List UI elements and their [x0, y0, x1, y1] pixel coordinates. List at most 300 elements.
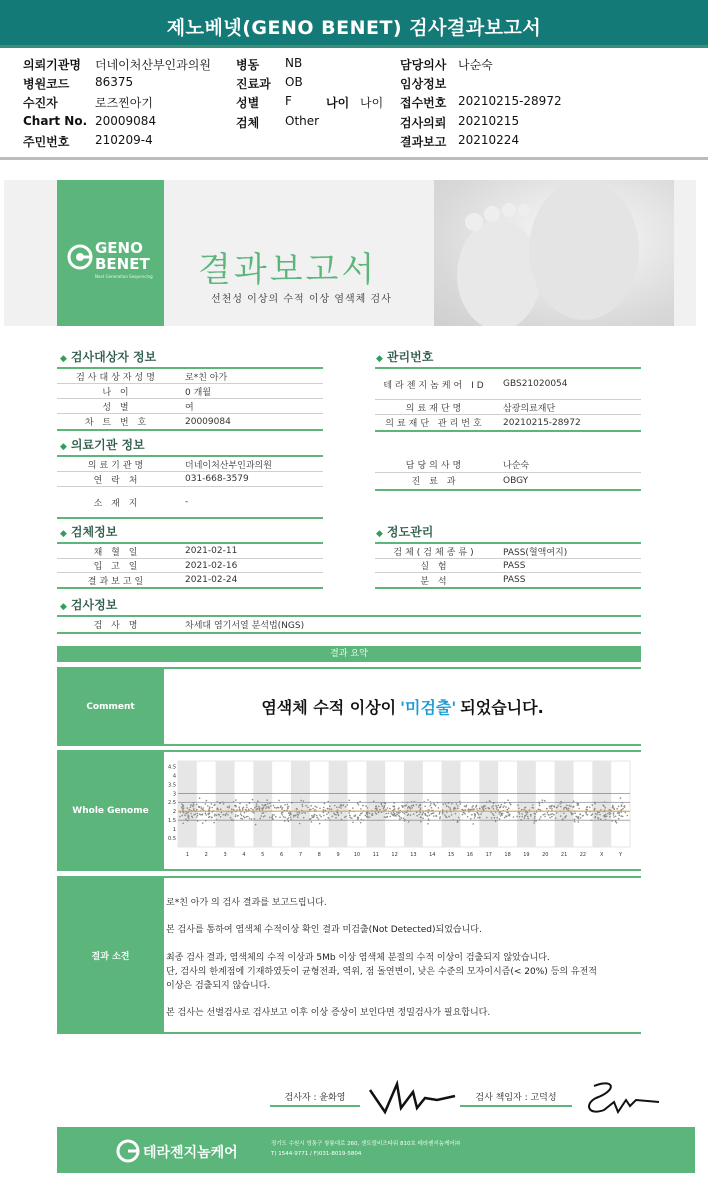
data-point	[327, 808, 329, 810]
data-point	[258, 806, 260, 808]
data-point	[493, 808, 495, 810]
institution-table	[57, 455, 323, 519]
table-key: 소 재 지	[93, 498, 141, 509]
data-point	[469, 809, 471, 811]
data-point	[460, 803, 462, 805]
data-point	[334, 805, 336, 807]
data-point	[476, 808, 478, 810]
chromosome-band	[291, 761, 310, 847]
data-point	[540, 816, 542, 818]
data-point	[570, 806, 572, 808]
data-point	[618, 818, 620, 820]
data-point	[458, 817, 460, 819]
data-point	[329, 805, 331, 807]
data-point	[200, 814, 202, 816]
table-key: 검체(검체종류)	[393, 547, 477, 558]
data-point	[597, 817, 599, 819]
data-point	[211, 803, 213, 805]
y-tick-label: 2.5	[168, 800, 176, 807]
data-point	[348, 800, 350, 802]
data-point	[525, 815, 527, 817]
data-point	[402, 806, 404, 808]
x-tick-label: 18	[504, 852, 511, 858]
data-point	[263, 816, 265, 818]
header-value: 20210215-28972	[458, 94, 562, 108]
data-point	[527, 816, 529, 818]
data-point	[287, 804, 289, 806]
data-point	[284, 817, 286, 819]
data-point	[489, 800, 491, 802]
data-point	[357, 819, 359, 821]
table-value: 20009084	[185, 416, 231, 427]
data-point	[202, 813, 204, 815]
data-point	[555, 817, 557, 819]
data-point	[414, 801, 416, 803]
data-point	[191, 805, 193, 807]
data-point	[211, 807, 213, 809]
header-label: 의뢰기관명	[23, 58, 81, 72]
data-point	[491, 806, 493, 808]
table-value: PASS	[503, 575, 526, 585]
x-tick-label: Y	[619, 852, 623, 858]
data-point	[319, 823, 321, 825]
data-point	[429, 805, 431, 807]
opinion-line: 단, 검사의 한계점에 기재하였듯이 균형전좌, 역위, 점 돌연변이, 낮은 수준의 모자이시즘(< 20%) 등의 유전적	[166, 967, 597, 977]
diamond-icon: ◆	[376, 529, 383, 539]
header-value: 로즈찐아기	[95, 96, 153, 110]
data-point	[223, 814, 225, 816]
data-point	[499, 818, 501, 820]
data-point	[197, 815, 199, 817]
table-key: 테라젠지놈케어 ID	[383, 380, 487, 391]
data-point	[439, 812, 441, 814]
data-point	[501, 814, 503, 816]
data-point	[270, 805, 272, 807]
data-point	[221, 812, 223, 814]
data-point	[273, 805, 275, 807]
data-point	[385, 809, 387, 811]
data-point	[373, 801, 375, 803]
data-point	[246, 804, 248, 806]
data-point	[433, 815, 435, 817]
data-point	[427, 815, 429, 817]
data-point	[261, 804, 263, 806]
data-point	[254, 818, 256, 820]
data-point	[239, 808, 241, 810]
data-point	[505, 815, 507, 817]
data-point	[424, 813, 426, 815]
data-point	[196, 809, 198, 811]
data-point	[196, 804, 198, 806]
section-title-subject	[60, 348, 156, 365]
x-tick-label: 6	[279, 852, 284, 858]
data-point	[518, 808, 520, 810]
data-point	[569, 805, 571, 807]
data-point	[410, 814, 412, 816]
data-point	[383, 807, 385, 809]
tester-name: 검사자 : 윤화영	[270, 1090, 360, 1107]
data-point	[620, 797, 622, 799]
data-point	[257, 800, 259, 802]
chromosome-band	[216, 761, 235, 847]
data-point	[338, 815, 340, 817]
data-point	[305, 812, 307, 814]
data-point	[253, 812, 255, 814]
data-point	[408, 814, 410, 816]
data-point	[625, 812, 627, 814]
data-point	[476, 806, 478, 808]
data-point	[455, 813, 457, 815]
data-point	[398, 813, 400, 815]
opinion-line: 본 검사는 선별검사로 검사보고 이후 이상 증상이 보인다면 정밀검사가 필요합니다.	[166, 1008, 491, 1018]
data-point	[416, 804, 418, 806]
x-tick-label: 16	[466, 852, 474, 858]
data-point	[433, 803, 435, 805]
data-point	[424, 806, 426, 808]
data-point	[418, 806, 420, 808]
section-title-institution	[60, 436, 145, 453]
data-point	[546, 808, 548, 810]
data-point	[407, 807, 409, 809]
data-point	[326, 813, 328, 815]
data-point	[298, 814, 300, 816]
section-title-text: 정도관리	[386, 525, 434, 539]
data-point	[357, 817, 359, 819]
data-point	[627, 815, 629, 817]
data-point	[279, 817, 281, 819]
data-point	[249, 802, 251, 804]
data-point	[223, 803, 225, 805]
data-point	[209, 813, 211, 815]
data-point	[461, 809, 463, 811]
data-point	[394, 806, 396, 808]
data-point	[591, 814, 593, 816]
data-point	[443, 803, 445, 805]
y-tick-label: 0.5	[168, 836, 176, 843]
header-divider	[0, 157, 708, 160]
opinion-label: 결과 소견	[57, 878, 164, 1032]
data-point	[291, 802, 293, 804]
data-point	[559, 803, 561, 805]
data-point	[481, 806, 483, 808]
data-point	[612, 805, 614, 807]
table-key: 검 사 명	[93, 621, 141, 631]
data-point	[492, 813, 494, 815]
data-point	[519, 816, 521, 818]
data-point	[427, 812, 429, 814]
data-point	[429, 815, 431, 817]
data-point	[302, 806, 304, 808]
data-point	[341, 812, 343, 814]
data-point	[351, 817, 353, 819]
data-point	[416, 815, 418, 817]
data-point	[307, 807, 309, 809]
data-point	[345, 816, 347, 818]
data-point	[329, 819, 331, 821]
data-point	[219, 814, 221, 816]
section-title-text: 의료기관 정보	[70, 438, 145, 452]
data-point	[186, 813, 188, 815]
data-point	[249, 818, 251, 820]
data-point	[509, 813, 511, 815]
table-value: 삼광의료재단	[503, 403, 556, 414]
data-point	[359, 801, 361, 803]
data-point	[564, 817, 566, 819]
data-point	[422, 818, 424, 820]
data-point	[491, 817, 493, 819]
table-value: PASS	[503, 560, 526, 571]
data-point	[448, 802, 450, 804]
data-point	[439, 813, 441, 815]
data-point	[477, 817, 479, 819]
table-value: 나순숙	[503, 460, 530, 471]
header-value: OB	[285, 75, 303, 89]
data-point	[316, 817, 318, 819]
data-point	[340, 804, 342, 806]
data-point	[187, 812, 189, 814]
data-point	[336, 807, 338, 809]
data-point	[235, 816, 237, 818]
supervisor-signature	[574, 1076, 664, 1120]
data-point	[367, 807, 369, 809]
data-point	[230, 817, 232, 819]
footer	[57, 1127, 695, 1173]
data-point	[387, 807, 389, 809]
data-point	[378, 812, 380, 814]
x-tick-label: 5	[261, 852, 265, 858]
data-point	[242, 818, 244, 820]
header-label: Chart No.	[23, 114, 88, 128]
table-key: 의료기관명	[87, 460, 147, 471]
data-point	[534, 820, 536, 822]
data-point	[410, 808, 412, 810]
data-point	[324, 803, 326, 805]
data-point	[250, 808, 252, 810]
data-point	[381, 803, 383, 805]
header-label: 주민번호	[23, 135, 70, 149]
data-point	[614, 809, 616, 811]
table-value: PASS(혈액여지)	[503, 547, 568, 558]
data-point	[300, 800, 302, 802]
data-point	[524, 817, 526, 819]
table-value: 2021-02-24	[185, 575, 238, 585]
data-point	[384, 816, 386, 818]
data-point	[216, 801, 218, 803]
data-point	[323, 815, 325, 817]
data-point	[604, 814, 606, 816]
data-point	[420, 821, 422, 823]
table-key: 결과보고일	[87, 576, 147, 587]
data-point	[423, 812, 425, 814]
header-value: 86375	[95, 75, 134, 89]
data-point	[621, 815, 623, 817]
table-key: 실 험	[420, 562, 450, 572]
data-point	[544, 816, 546, 818]
data-point	[332, 816, 334, 818]
data-point	[349, 815, 351, 817]
diamond-icon: ◆	[60, 602, 67, 612]
data-point	[205, 803, 207, 805]
report-title: 제노베넷(GENO BENET) 검사결과보고서	[166, 17, 542, 39]
data-point	[328, 817, 330, 819]
data-point	[459, 819, 461, 821]
data-point	[423, 801, 425, 803]
data-point	[408, 821, 410, 823]
footer-phone: T) 1544-9771 / F)031-8019-5804	[271, 1151, 362, 1157]
data-point	[241, 815, 243, 817]
data-point	[261, 815, 263, 817]
data-point	[521, 813, 523, 815]
comment-text	[164, 669, 641, 744]
data-point	[359, 815, 361, 817]
data-point	[261, 812, 263, 814]
data-point	[499, 807, 501, 809]
header-value: Other	[285, 114, 320, 128]
data-point	[446, 805, 448, 807]
data-point	[450, 809, 452, 811]
data-point	[433, 812, 435, 814]
data-point	[264, 815, 266, 817]
data-point	[618, 806, 620, 808]
data-point	[252, 799, 254, 801]
data-point	[335, 814, 337, 816]
header-label: 검사의뢰	[400, 116, 447, 130]
diamond-icon: ◆	[60, 442, 67, 452]
section-title-specimen	[60, 523, 117, 540]
opinion-line: 본 검사를 통하여 염색체 수적이상 확인 결과 미검출(Not Detected)되었습니다.	[166, 925, 482, 935]
x-tick-label: 7	[298, 852, 303, 858]
data-point	[479, 808, 481, 810]
data-point	[556, 807, 558, 809]
data-point	[275, 816, 277, 818]
data-point	[556, 812, 558, 814]
x-tick-label: 2	[204, 852, 208, 858]
data-point	[527, 818, 529, 820]
data-point	[372, 813, 374, 815]
data-point	[386, 816, 388, 818]
data-point	[319, 814, 321, 816]
data-point	[244, 817, 246, 819]
data-point	[290, 819, 292, 821]
data-point	[590, 820, 592, 822]
data-point	[319, 808, 321, 810]
data-point	[381, 805, 383, 807]
chromosome-band	[329, 761, 348, 847]
opinion-line: 로*친 아가 의 검사 결과를 보고드립니다.	[166, 898, 327, 908]
data-point	[616, 808, 618, 810]
section-title-test	[60, 596, 117, 613]
header-value: NB	[285, 56, 303, 70]
data-point	[439, 818, 441, 820]
data-point	[624, 806, 626, 808]
y-tick-label: 4	[172, 773, 176, 780]
table-value: 더네이처산부인과의원	[185, 460, 272, 471]
data-point	[246, 816, 248, 818]
data-point	[427, 823, 429, 825]
data-point	[549, 806, 551, 808]
x-tick-label: 12	[391, 852, 398, 858]
data-point	[465, 809, 467, 811]
header-value: 나순숙	[458, 58, 493, 72]
banner-subtitle: 선천성 이상의 수적 이상 염색체 검사	[211, 294, 392, 305]
data-point	[282, 807, 284, 809]
data-point	[448, 806, 450, 808]
data-point	[181, 815, 183, 817]
header-value: 20210215	[458, 114, 520, 128]
data-point	[495, 805, 497, 807]
data-point	[305, 805, 307, 807]
table-value: OBGY	[503, 475, 529, 486]
data-point	[513, 816, 515, 818]
data-point	[289, 815, 291, 817]
data-point	[411, 801, 413, 803]
data-point	[389, 808, 391, 810]
data-point	[327, 801, 329, 803]
data-point	[376, 805, 378, 807]
data-point	[238, 806, 240, 808]
data-point	[483, 805, 485, 807]
data-point	[493, 802, 495, 804]
data-point	[578, 808, 580, 810]
data-point	[492, 805, 494, 807]
data-point	[284, 820, 286, 822]
logo-text-line1: GENO	[95, 239, 143, 257]
data-point	[502, 807, 504, 809]
data-point	[622, 816, 624, 818]
data-point	[220, 808, 222, 810]
data-point	[411, 805, 413, 807]
data-point	[474, 817, 476, 819]
data-point	[549, 817, 551, 819]
data-point	[562, 819, 564, 821]
data-point	[568, 808, 570, 810]
data-point	[409, 806, 411, 808]
data-point	[534, 816, 536, 818]
data-point	[303, 817, 305, 819]
data-point	[378, 806, 380, 808]
data-point	[369, 812, 371, 814]
data-point	[497, 817, 499, 819]
data-point	[199, 797, 201, 799]
data-point	[214, 815, 216, 817]
data-point	[337, 813, 339, 815]
data-point	[448, 816, 450, 818]
x-tick-label: 19	[523, 852, 530, 858]
data-point	[420, 812, 422, 814]
header-value: 더네이처산부인과의원	[95, 58, 211, 72]
data-point	[333, 812, 335, 814]
data-point	[266, 799, 268, 801]
data-point	[600, 809, 602, 811]
data-point	[320, 816, 322, 818]
logo-tagline: Next Generation Sequencing	[95, 274, 153, 279]
data-point	[181, 803, 183, 805]
data-point	[457, 808, 459, 810]
comment-highlight: '미검출'	[400, 698, 457, 717]
data-point	[618, 812, 620, 814]
data-point	[407, 802, 409, 804]
data-point	[494, 817, 496, 819]
table-value: 로*친 아가	[185, 372, 228, 383]
data-point	[198, 806, 200, 808]
data-point	[521, 819, 523, 821]
data-point	[188, 818, 190, 820]
data-point	[265, 807, 267, 809]
specimen-table	[57, 542, 323, 589]
table-key: 차 트 번 호	[84, 418, 150, 428]
data-point	[613, 816, 615, 818]
data-point	[202, 822, 204, 824]
